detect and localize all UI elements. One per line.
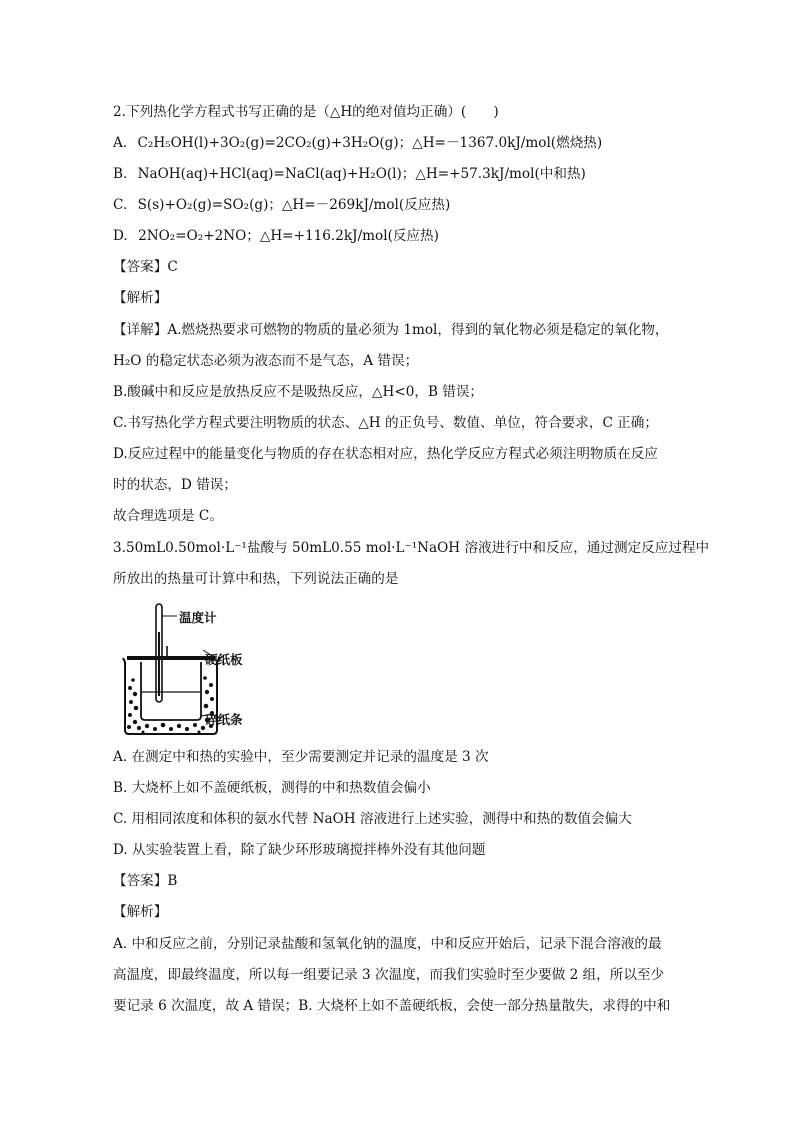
q2-detail-line: D.反应过程中的能量变化与物质的存在状态相对应，热化学反应方程式必须注明物质在反应: [113, 446, 658, 462]
q2-answer: 【答案】C: [113, 259, 178, 275]
q3-answer: 【答案】B: [113, 873, 178, 889]
q3-option-a: A. 在测定中和热的实验中，至少需要测定并记录的温度是 3 次: [113, 749, 489, 765]
q2-detail-line: 时的状态，D 错误；: [113, 477, 237, 493]
q3-option-c: C. 用相同浓度和体积的氨水代替 NaOH 溶液进行上述实验，测得中和热的数值会偏大: [113, 811, 632, 827]
q2-option-c-letter: C.: [113, 197, 128, 213]
q3-analysis-line: 高温度，即最终温度，所以每一组要记录 3 次温度，而我们实验时至少要做 2 组，所以至少: [113, 967, 665, 983]
q3-option-d: D. 从实验装置上看，除了缺少环形玻璃搅拌棒外没有其他问题: [113, 842, 486, 858]
q2-option-a-letter: A.: [113, 135, 128, 151]
inner-beaker: [141, 662, 201, 720]
q3-stem-line: 所放出的热量可计算中和热，下列说法正确的是: [113, 571, 399, 587]
q3-option-b: B. 大烧杯上如不盖硬纸板，测得的中和热数值会偏小: [113, 780, 431, 796]
q2-stem: 2.下列热化学方程式书写正确的是（△H的绝对值均正确）( ): [113, 104, 499, 120]
q2-option-d: [113, 226, 439, 246]
q3-analysis-line: A. 中和反应之前，分别记录盐酸和氢氧化钠的温度，中和反应开始后，记录下混合溶液的最: [113, 936, 662, 952]
q2-detail-line: 故合理选项是 C。: [113, 508, 223, 524]
label-thermometer: 温度计: [179, 610, 217, 625]
q2-detail-line: H₂O 的稳定状态必须为液态而不是气态，A 错误；: [113, 353, 419, 369]
q2-option-b-text: NaOH(aq)+HCl(aq)=NaCl(aq)+H₂O(l)；△H=+57.3kJ/mol(中和热): [137, 166, 586, 182]
cardboard-lid: [127, 656, 215, 660]
q2-detail-line: 【详解】A.燃烧热要求可燃物的物质的量必须为 1mol，得到的氧化物必须是稳定的氧化物，: [113, 322, 669, 338]
q2-analysis-heading: 【解析】: [113, 290, 168, 306]
q3-analysis-heading: 【解析】: [113, 904, 168, 920]
label-shredded-paper: 碎纸条: [205, 712, 243, 727]
q2-option-a-text: C₂H₅OH(l)+3O₂(g)=2CO₂(g)+3H₂O(g)；△H=－1367.0kJ/mol(燃烧热): [137, 135, 603, 151]
thermometer-column: [158, 632, 160, 696]
q2-option-d-text: 2NO₂=O₂+2NO；△H=+116.2kJ/mol(反应热): [138, 228, 439, 244]
q3-analysis-line: 要记录 6 次温度，故 A 错误；B. 大烧杯上如不盖硬纸板，会使一部分热量散失，求得的中和: [113, 998, 671, 1014]
q2-option-c: [113, 195, 450, 215]
q2-option-c-text: S(s)+O₂(g)=SO₂(g)；△H=－269kJ/mol(反应热): [137, 197, 451, 213]
q2-detail-line: C.书写热化学方程式要注明物质的状态、△H 的正负号、数值、单位，符合要求，C 正确；: [113, 415, 658, 431]
q2-detail-line: B.酸碱中和反应是放热反应不是吸热反应，△H<0，B 错误；: [113, 384, 484, 400]
q2-option-d-letter: D.: [113, 228, 128, 244]
q2-option-a: [113, 133, 602, 153]
label-cardboard: 硬纸板: [205, 652, 243, 667]
q2-option-b: [113, 164, 586, 184]
calorimeter-diagram: [117, 602, 287, 738]
q3-stem-line: 3.50mL0.50mol·L⁻¹盐酸与 50mL0.55 mol·L⁻¹NaOH 溶液进行中和反应，通过测定反应过程中: [113, 540, 710, 556]
q2-option-b-letter: B.: [113, 166, 128, 182]
